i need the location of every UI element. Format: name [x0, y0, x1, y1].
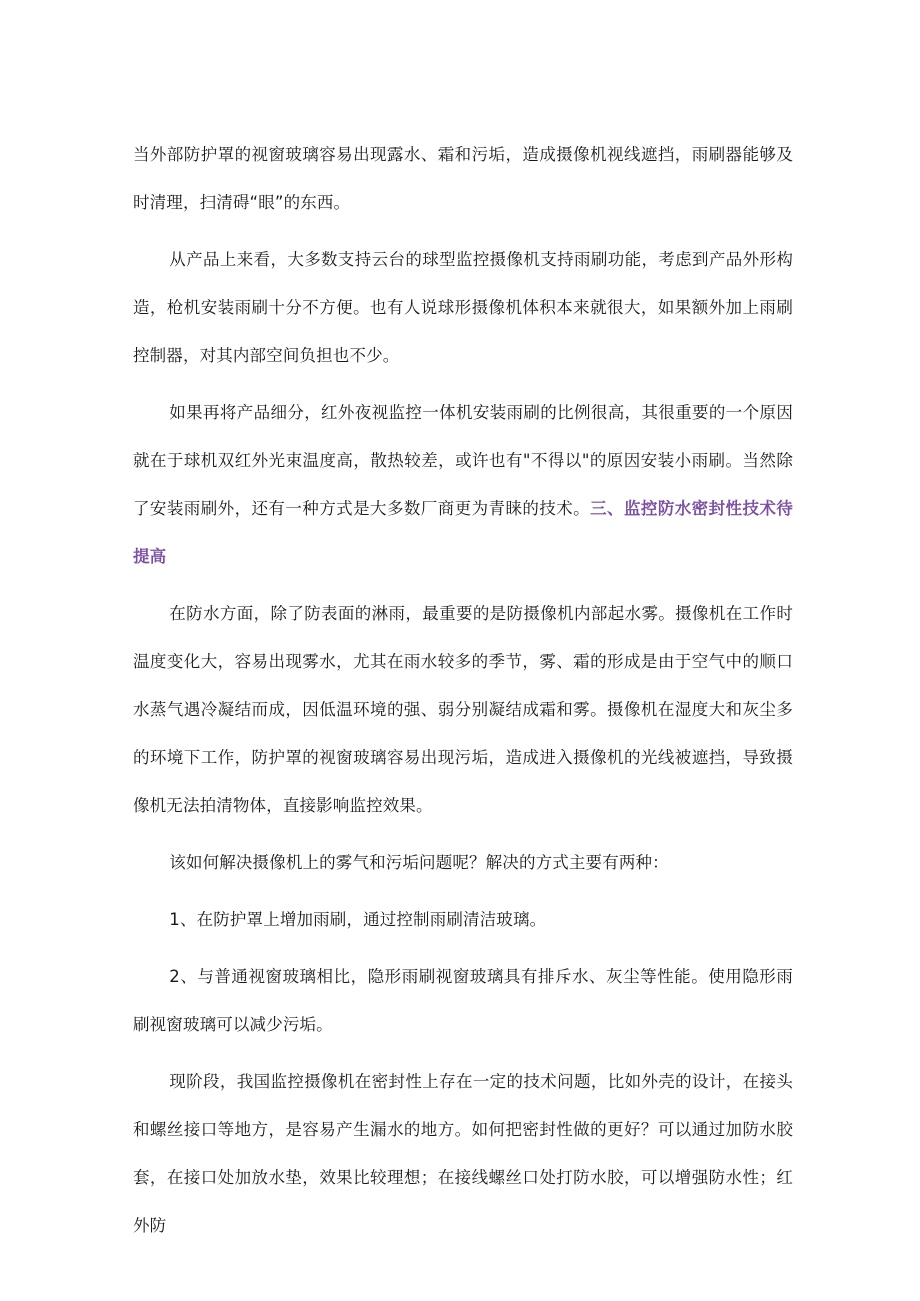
paragraph-3-text: 如果再将产品细分，红外夜视监控一体机安装雨刷的比例很高，其很重要的一个原因就在于球机双红外光束温度高，散热较差，或许也有"不得以"的原因安装小雨刷。当然除了安装雨刷外，还有一种方式是大多数厂商更为青睐的技术。	[133, 403, 793, 518]
list-item-1: 1、在防护罩上增加雨刷，通过控制雨刷清洁玻璃。	[169, 910, 547, 929]
paragraph-5: 该如何解决摄像机上的雾气和污垢问题呢？解决的方式主要有两种：	[169, 853, 669, 872]
section-heading: 三、监控防水密封性技术待提高	[133, 499, 793, 566]
document-body	[133, 131, 793, 1250]
paragraph-1: 当外部防护罩的视窗玻璃容易出现露水、霜和污垢，造成摄像机视线遮挡，雨刷器能够及时清理，扫清碍“眼”的东西。	[133, 145, 793, 212]
paragraph-4: 在防水方面，除了防表面的淋雨，最重要的是防摄像机内部起水雾。摄像机在工作时温度变化大，容易出现雾水，尤其在雨水较多的季节，雾、霜的形成是由于空气中的顺口水蒸气遇冷凝结而成，因低温环境的强、弱分别凝结成霜和雾。摄像机在湿度大和灰尘多的环境下工作，防护罩的视窗玻璃容易出现污垢，造成进入摄像机的光线被遮挡，导致摄像机无法拍清物体，直接影响监控效果。	[133, 604, 793, 815]
paragraph-2: 从产品上来看，大多数支持云台的球型监控摄像机支持雨刷功能，考虑到产品外形构造，枪机安装雨刷十分不方便。也有人说球形摄像机体积本来就很大，如果额外加上雨刷控制器，对其内部空间负担也不少。	[133, 250, 793, 365]
list-item-2: 2、与普通视窗玻璃相比，隐形雨刷视窗玻璃具有排斥水、灰尘等性能。使用隐形雨刷视窗玻璃可以减少污垢。	[133, 967, 793, 1034]
paragraph-3	[133, 389, 793, 581]
paragraph-6: 现阶段，我国监控摄像机在密封性上存在一定的技术问题，比如外壳的设计，在接头和螺丝接口等地方，是容易产生漏水的地方。如何把密封性做的更好？可以通过加防水胶套，在接口处加放水垫，效果比较理想；在接线螺丝口处打防水胶，可以增强防水性；红外防	[133, 1072, 793, 1235]
